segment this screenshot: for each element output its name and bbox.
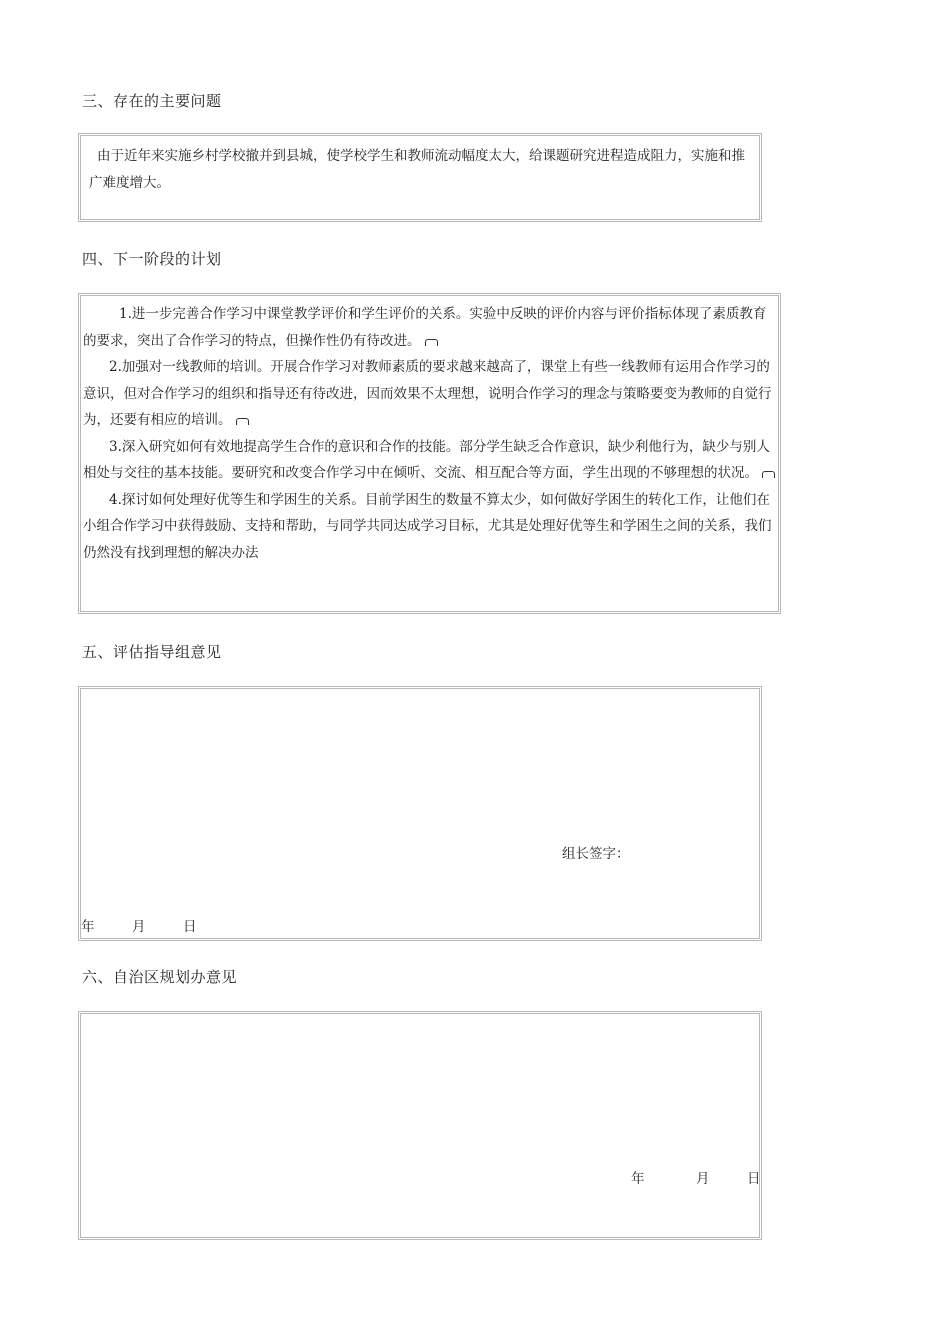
section-5-heading: 五、评估指导组意见: [82, 643, 222, 661]
plan-item-3: 3.深入研究如何有效地提高学生合作的意识和合作的技能。部分学生缺乏合作意识，缺少利他行为，缺少与别人相处与交往的基本技能。要研究和改变合作学习中在倾听、交流、相互配合等方面，学生出现的不够理想的状况。: [83, 434, 776, 487]
date-day: 日: [183, 919, 197, 935]
date-month: 月: [696, 1171, 710, 1187]
date-day: 日: [747, 1171, 761, 1187]
section-5-box: [78, 686, 762, 941]
date-year: 年: [81, 919, 95, 935]
section-3-text: 由于近年来实施乡村学校撤并到县城，使学校学生和教师流动幅度太大，给课题研究进程造成阻力，实施和推广难度增大。: [89, 148, 745, 191]
section-6-box: [78, 1011, 762, 1240]
return-mark-icon: [762, 471, 775, 478]
return-mark-icon: [236, 418, 249, 425]
date-year: 年: [631, 1171, 645, 1187]
return-mark-icon: [425, 339, 438, 346]
signature-label: 组长签字：: [562, 846, 630, 862]
section-3-heading: 三、存在的主要问题: [82, 92, 222, 110]
section-6-heading: 六、自治区规划办意见: [82, 968, 238, 986]
section-3-box: [78, 133, 762, 222]
plan-item-4: 4.探讨如何处理好优等生和学困生的关系。目前学困生的数量不算太少，如何做好学困生的转化工作，让他们在小组合作学习中获得鼓励、支持和帮助，与同学共同达成学习目标，尤其是处理好优等生和学困生之间的关系，我们仍然没有找到理想的解决办法: [83, 491, 772, 561]
section-4-heading: 四、下一阶段的计划: [82, 250, 222, 268]
section-4-box: [78, 293, 781, 614]
plan-item-1: 1.进一步完善合作学习中课堂教学评价和学生评价的关系。实验中反映的评价内容与评价指标体现了素质教育的要求，突出了合作学习的特点，但操作性仍有待改进。: [83, 306, 767, 349]
plan-item-2: 2.加强对一线教师的培训。开展合作学习对教师素质的要求越来越高了，课堂上有些一线教师有运用合作学习的意识，但对合作学习的组织和指导还有待改进，因而效果不太理想，说明合作学习的理念与策略要变为教师的自觉行为，还要有相应的培训。: [83, 359, 772, 428]
date-month: 月: [132, 919, 146, 935]
